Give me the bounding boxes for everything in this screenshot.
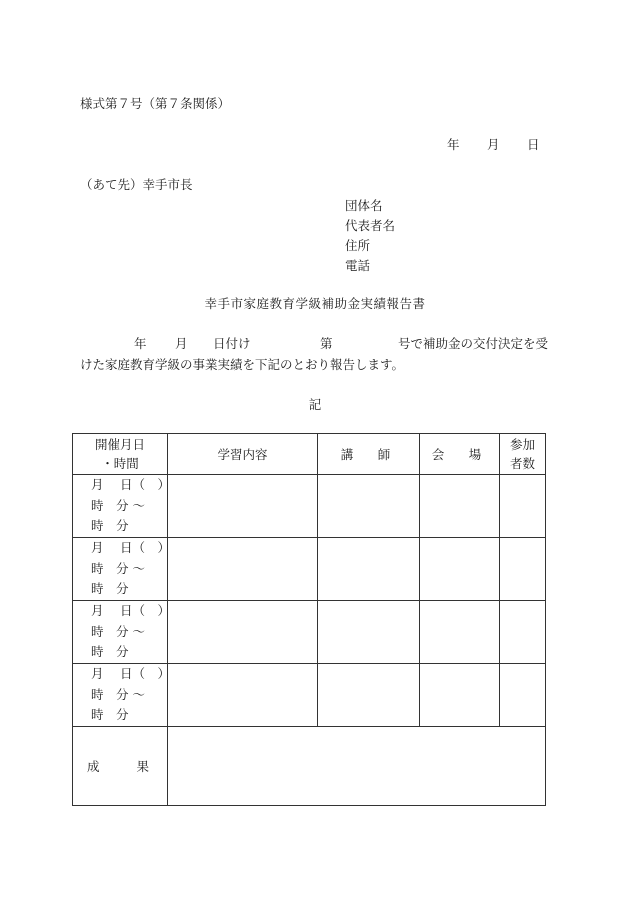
date-year-label: 年: [447, 137, 460, 152]
header-date-time: [73, 434, 168, 475]
end-time-line: 時 分: [91, 518, 129, 534]
participants-cell[interactable]: [500, 664, 546, 727]
venue-cell[interactable]: [420, 601, 500, 664]
lecturer-cell[interactable]: [318, 475, 420, 538]
addressee: （あて先）幸手市長: [80, 177, 193, 192]
header-content: 学習内容: [168, 434, 318, 475]
start-time-line: 時 分 ～: [91, 686, 145, 702]
date-line: 月 日（ ）: [91, 666, 170, 682]
result-row: [73, 727, 546, 806]
table-row: [73, 601, 546, 664]
content-cell[interactable]: [168, 601, 318, 664]
date-line: 月 日（ ）: [91, 540, 170, 556]
document-title: 幸手市家庭教育学級補助金実績報告書: [204, 296, 426, 311]
venue-cell[interactable]: [420, 475, 500, 538]
ki-heading: 記: [308, 397, 322, 412]
header-lecturer: 講 師: [318, 434, 420, 475]
body-month: 月: [175, 336, 188, 351]
date-line: 月 日（ ）: [91, 477, 170, 493]
body-line1-rest: 号で補助金の交付決定を受: [398, 336, 549, 351]
venue-cell[interactable]: [420, 538, 500, 601]
lecturer-cell[interactable]: [318, 538, 420, 601]
table-row: [73, 664, 546, 727]
start-time-line: 時 分 ～: [91, 623, 145, 639]
date-month-label: 月: [487, 137, 500, 152]
result-cell[interactable]: [168, 727, 546, 806]
report-date: [0, 137, 630, 153]
records-table: [72, 433, 546, 806]
lecturer-cell[interactable]: [318, 601, 420, 664]
header-participants: [500, 434, 546, 475]
header-date-line1: 開催月日: [94, 437, 145, 452]
body-line-2: けた家庭教育学級の事業実績を下記のとおり報告します。: [80, 357, 405, 372]
date-time-cell[interactable]: [73, 475, 168, 538]
body-line-1: [0, 336, 630, 352]
organization-label: 団体名: [345, 198, 383, 213]
table-header-row: [73, 434, 546, 475]
end-time-line: 時 分: [91, 581, 129, 597]
body-dated: 日付け: [213, 336, 251, 351]
participants-cell[interactable]: [500, 601, 546, 664]
sender-block: [345, 196, 395, 276]
form-number: 様式第７号（第７条関係）: [80, 96, 231, 111]
start-time-line: 時 分 ～: [91, 497, 145, 513]
body-year: 年: [134, 336, 147, 351]
end-time-line: 時 分: [91, 644, 129, 660]
table-row: [73, 475, 546, 538]
date-line: 月 日（ ）: [91, 603, 170, 619]
lecturer-cell[interactable]: [318, 664, 420, 727]
date-time-cell[interactable]: [73, 601, 168, 664]
content-cell[interactable]: [168, 538, 318, 601]
phone-label: 電話: [345, 258, 371, 273]
venue-cell[interactable]: [420, 664, 500, 727]
date-time-cell[interactable]: [73, 664, 168, 727]
representative-label: 代表者名: [345, 218, 396, 233]
table-row: [73, 538, 546, 601]
end-time-line: 時 分: [91, 707, 129, 723]
content-cell[interactable]: [168, 664, 318, 727]
header-participants-line1: 参加: [509, 437, 535, 452]
body-number-prefix: 第: [320, 336, 333, 351]
header-date-line2: ・時間: [101, 456, 139, 471]
date-day-label: 日: [527, 137, 540, 152]
participants-cell[interactable]: [500, 475, 546, 538]
header-participants-line2: 者数: [509, 456, 535, 471]
address-label: 住所: [345, 238, 371, 253]
result-label: 成 果: [73, 727, 168, 806]
start-time-line: 時 分 ～: [91, 560, 145, 576]
date-time-cell[interactable]: [73, 538, 168, 601]
header-venue: 会 場: [420, 434, 500, 475]
content-cell[interactable]: [168, 475, 318, 538]
participants-cell[interactable]: [500, 538, 546, 601]
